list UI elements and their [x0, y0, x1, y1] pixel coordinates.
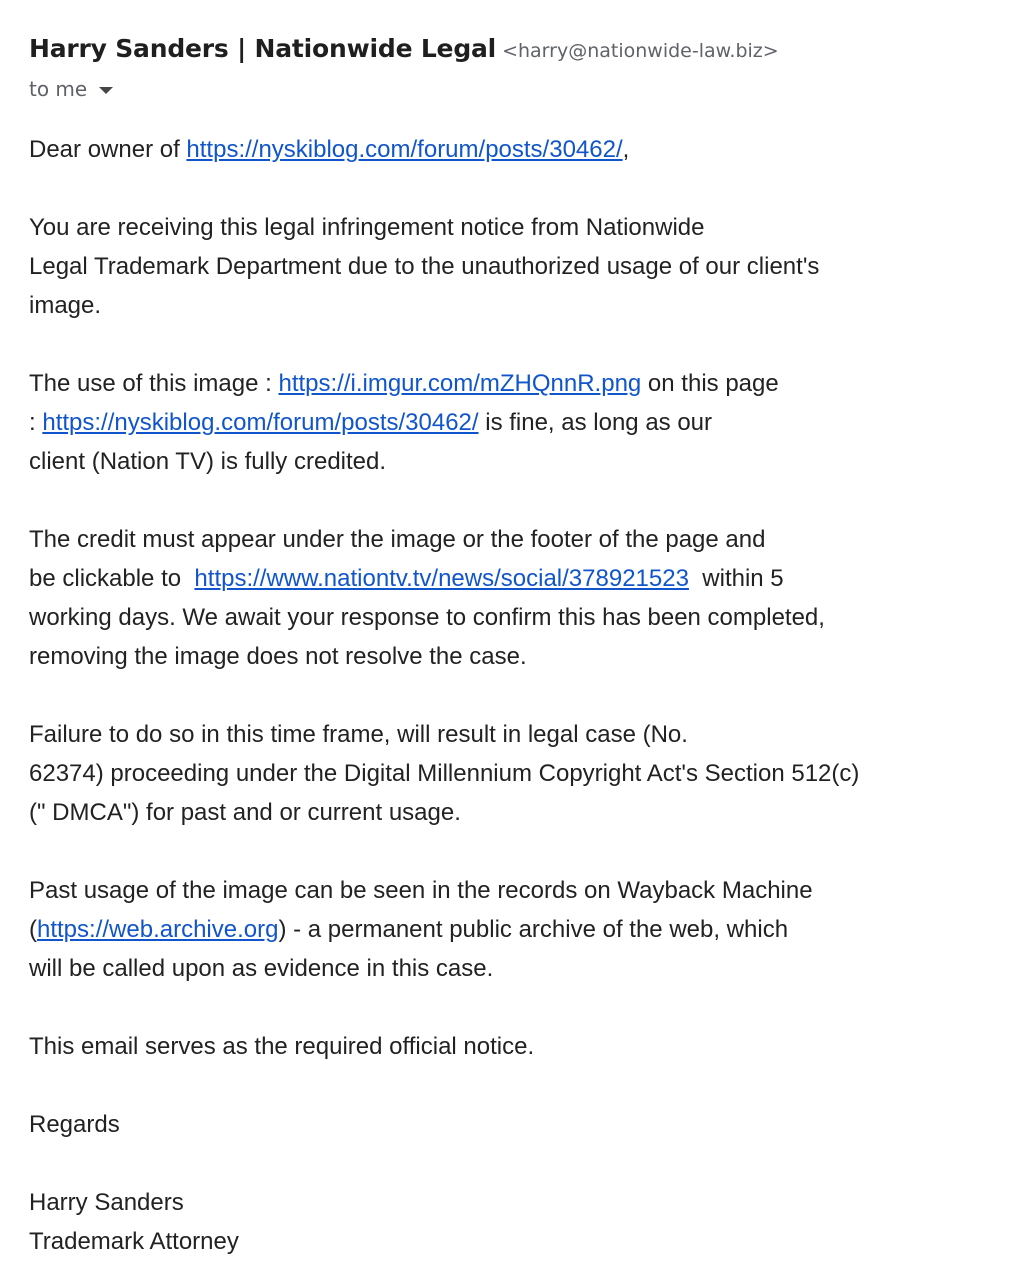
archive-line-3: will be called upon as evidence in this case. — [29, 955, 494, 982]
image-usage-text: The use of this image : — [29, 370, 279, 397]
recipient-label: to me — [29, 77, 88, 101]
failure-line-2: 62374) proceeding under the Digital Millennium Copyright Act's Section 512(c) — [29, 760, 860, 787]
archive-open-paren: ( — [29, 916, 37, 943]
image-usage-text-3: : — [29, 409, 43, 436]
notice-paragraph — [29, 208, 1019, 325]
chevron-down-icon[interactable] — [99, 87, 113, 94]
signature-name: Harry Sanders — [29, 1189, 184, 1216]
archive-paragraph — [29, 871, 1019, 988]
credit-line-4: removing the image does not resolve the case. — [29, 643, 527, 670]
sender-name[interactable]: Harry Sanders | Nationwide Legal — [29, 34, 497, 63]
greeting-paragraph — [29, 130, 1019, 169]
credit-line-3: working days. We await your response to confirm this has been completed, — [29, 604, 825, 631]
failure-paragraph — [29, 715, 1019, 832]
failure-line-1: Failure to do so in this time frame, will result in legal case (No. — [29, 721, 688, 748]
nationtv-link[interactable]: https://www.nationtv.tv/news/social/378921523 — [194, 565, 689, 592]
email-header — [29, 34, 1019, 101]
credit-line-2-suffix: within 5 — [688, 565, 784, 592]
greeting-text: Dear owner of — [29, 136, 187, 163]
greeting-link[interactable]: https://nyskiblog.com/forum/posts/30462/ — [186, 136, 623, 163]
email-body — [29, 130, 1019, 1261]
page-link[interactable]: https://nyskiblog.com/forum/posts/30462/ — [42, 409, 479, 436]
sender-row — [29, 34, 1019, 63]
credit-line-2: be clickable to — [29, 565, 195, 592]
image-usage-text-5: client (Nation TV) is fully credited. — [29, 448, 387, 475]
notice-line-1: You are receiving this legal infringement notice from Nationwide — [29, 214, 705, 241]
regards-paragraph: Regards — [29, 1111, 120, 1138]
failure-line-3: (" DMCA") for past and or current usage. — [29, 799, 461, 826]
recipient-details-toggle[interactable] — [29, 77, 113, 101]
credit-paragraph — [29, 520, 1019, 676]
imgur-link[interactable]: https://i.imgur.com/mZHQnnR.png — [278, 370, 642, 397]
image-usage-text-2: on this page — [641, 370, 779, 397]
image-usage-text-4: is fine, as long as our — [478, 409, 713, 436]
notice-line-2: Legal Trademark Department due to the unauthorized usage of our client's — [29, 253, 820, 280]
notice-line-3: image. — [29, 292, 102, 319]
signature-title: Trademark Attorney — [29, 1228, 239, 1255]
greeting-suffix: , — [622, 136, 630, 163]
archive-line-2: ) - a permanent public archive of the web, which — [278, 916, 789, 943]
image-usage-paragraph — [29, 364, 1019, 481]
credit-line-1: The credit must appear under the image or the footer of the page and — [29, 526, 766, 553]
official-notice-paragraph: This email serves as the required official notice. — [29, 1033, 535, 1060]
archive-link[interactable]: https://web.archive.org — [37, 916, 279, 943]
sender-email[interactable]: <harry@nationwide-law.biz> — [502, 40, 779, 62]
archive-line-1: Past usage of the image can be seen in the records on Wayback Machine — [29, 877, 813, 904]
signature — [29, 1183, 1019, 1261]
